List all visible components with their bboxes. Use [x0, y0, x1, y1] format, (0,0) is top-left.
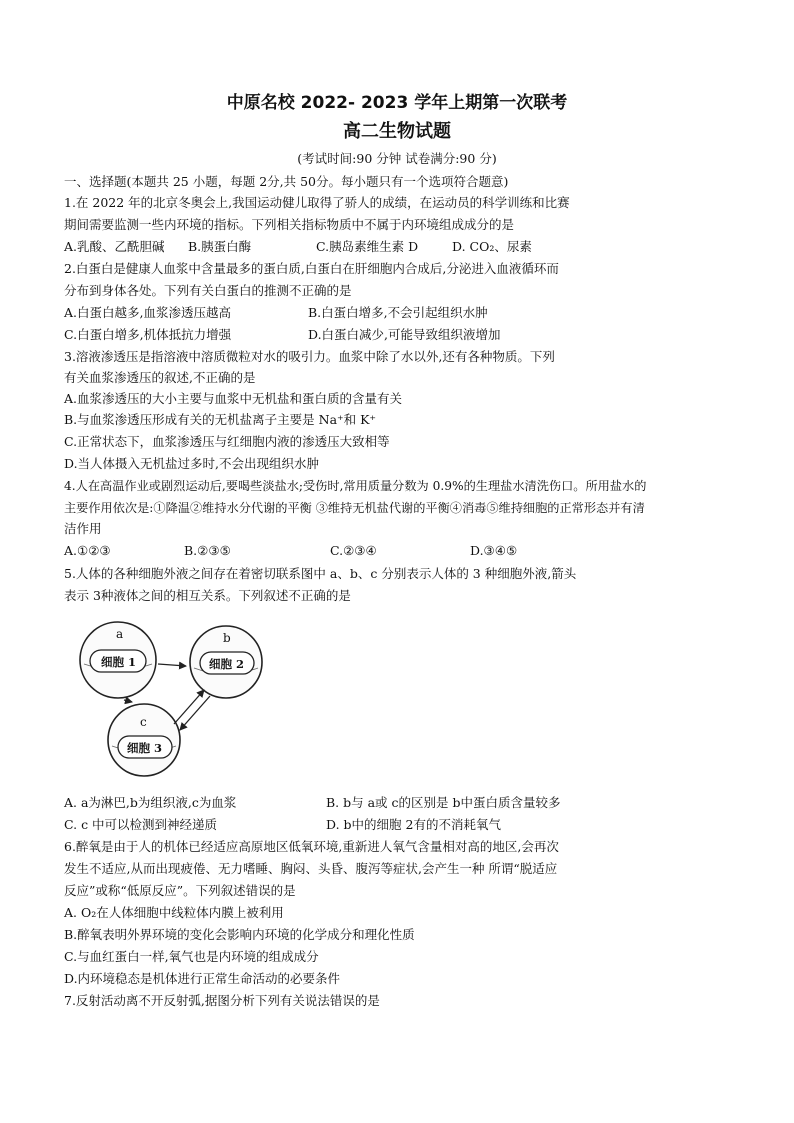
q6-option-a: A. O₂在人体细胞中线粒体内膜上被利用: [64, 905, 284, 920]
exam-subtitle: 高二生物试题: [343, 121, 451, 142]
q4-option-b: B.②③⑤: [184, 543, 231, 558]
q5-option-a: A. a为淋巴,b为组织液,c为血浆: [64, 795, 237, 810]
arrow-a-to-c: [124, 700, 132, 702]
q2-option-b: B.白蛋白增多,不会引起组织水肿: [308, 305, 488, 320]
q4-option-d: D.③④⑤: [470, 543, 518, 558]
q2-stem-line-2: 分布到身体各处。下列有关白蛋白的推测不正确的是: [64, 283, 352, 298]
section-heading: 一、选择题(本题共 25 小题，每题 2分,共 50分。每小题只有一个选项符合题意): [64, 174, 509, 189]
q2-stem-line-1: 2.白蛋白是健康人血浆中含量最多的蛋白质,白蛋白在肝细胞内合成后,分泌进入血液循环而: [64, 261, 559, 276]
fluid-b-label: b: [223, 631, 231, 645]
q4-option-a: A.①②③: [64, 543, 111, 558]
q4-stem-line-1: 4.人在高温作业或剧烈运动后,要喝些淡盐水;受伤时,常用质量分数为 0.9%的生理盐水清洗伤口。所用盐水的: [64, 479, 647, 493]
q5-stem-line-2: 表示 3种液体之间的相互关系。下列叙述不正确的是: [64, 588, 351, 603]
q4-option-c: C.②③④: [330, 543, 377, 558]
q1-option-d: D. CO₂、尿素: [452, 239, 532, 254]
cell-1-label: 细胞 1: [101, 655, 137, 669]
q4-stem-line-3: 洁作用: [64, 521, 102, 536]
q1-stem-line-1: 1.在 2022 年的北京冬奥会上,我国运动健儿取得了骄人的成绩，在运动员的科学训练和比赛: [64, 195, 570, 210]
arrow-a-to-b: [158, 664, 186, 666]
q4-stem-line-2: 主要作用依次是:①降温②维持水分代谢的平衡 ③维持无机盐代谢的平衡④消毒⑤维持细胞的正常形态并有清: [64, 501, 645, 515]
q2-option-c: C.白蛋白增多,机体抵抗力增强: [64, 327, 232, 342]
q5-stem-line-1: 5.人体的各种细胞外液之间存在着密切联系图中 a、b、c 分别表示人体的 3 种细胞外液,箭头: [64, 566, 577, 581]
q3-option-c: C.正常状态下，血浆渗透压与红细胞内液的渗透压大致相等: [64, 434, 390, 449]
q3-option-a: A.血浆渗透压的大小主要与血浆中无机盐和蛋白质的含量有关: [64, 391, 403, 406]
q3-option-b: B.与血浆渗透压形成有关的无机盐离子主要是 Na⁺和 K⁺: [64, 412, 377, 427]
q6-option-b: B.醉氧表明外界环境的变化会影响内环境的化学成分和理化性质: [64, 927, 415, 942]
q5-option-b: B. b与 a或 c的区别是 b中蛋白质含量较多: [326, 795, 561, 810]
q2-option-a: A.白蛋白越多,血浆渗透压越高: [64, 305, 231, 320]
q2-option-d: D.白蛋白减少,可能导致组织液增加: [308, 327, 501, 342]
q6-option-d: D.内环境稳态是机体进行正常生命活动的必要条件: [64, 971, 341, 986]
q3-stem-line-1: 3.溶液渗透压是指溶液中溶质微粒对水的吸引力。血浆中除了水以外,还有各种物质。下列: [64, 349, 555, 364]
fluid-relationship-diagram: [74, 612, 334, 782]
q5-option-c: C. c 中可以检测到神经递质: [64, 817, 218, 832]
q7-stem-line-1: 7.反射活动离不开反射弧,据图分析下列有关说法错误的是: [64, 993, 380, 1008]
q1-option-b: B.胰蛋白酶: [188, 239, 252, 254]
q6-stem-line-3: 反应”或称“低原反应”。下列叙述错误的是: [64, 883, 296, 898]
fluid-a-label: a: [116, 627, 124, 641]
q6-stem-line-1: 6.醉氧是由于人的机体已经适应高原地区低氧环境,重新进人氧气含量相对高的地区,会再次: [64, 839, 559, 854]
exam-title: 中原名校 2022- 2023 学年上期第一次联考: [226, 93, 568, 113]
exam-info: (考试时间:90 分钟 试卷满分:90 分): [297, 151, 497, 166]
q3-option-d: D.当人体摄入无机盐过多时,不会出现组织水肿: [64, 456, 320, 471]
q3-stem-line-2: 有关血浆渗透压的叙述,不正确的是: [64, 370, 256, 385]
cell-3-label: 细胞 3: [127, 741, 163, 755]
q1-stem-line-2: 期间需要监测一些内环境的指标。下列相关指标物质中不属于内环境组成成分的是: [64, 217, 515, 232]
q6-stem-line-2: 发生不适应,从而出现疲倦、无力嗜睡、胸闷、头昏、腹泻等症状,会产生一种 所谓“脱适应: [64, 861, 558, 876]
q1-option-a: A.乳酸、乙酰胆碱: [64, 239, 165, 254]
cell-2-label: 细胞 2: [209, 657, 245, 671]
fluid-c-label: c: [140, 715, 147, 729]
q1-option-c: C.胰岛素维生素 D: [316, 239, 419, 254]
q6-option-c: C.与血红蛋白一样,氧气也是内环境的组成成分: [64, 949, 319, 964]
q5-option-d: D. b中的细胞 2有的不消耗氧气: [326, 817, 501, 832]
